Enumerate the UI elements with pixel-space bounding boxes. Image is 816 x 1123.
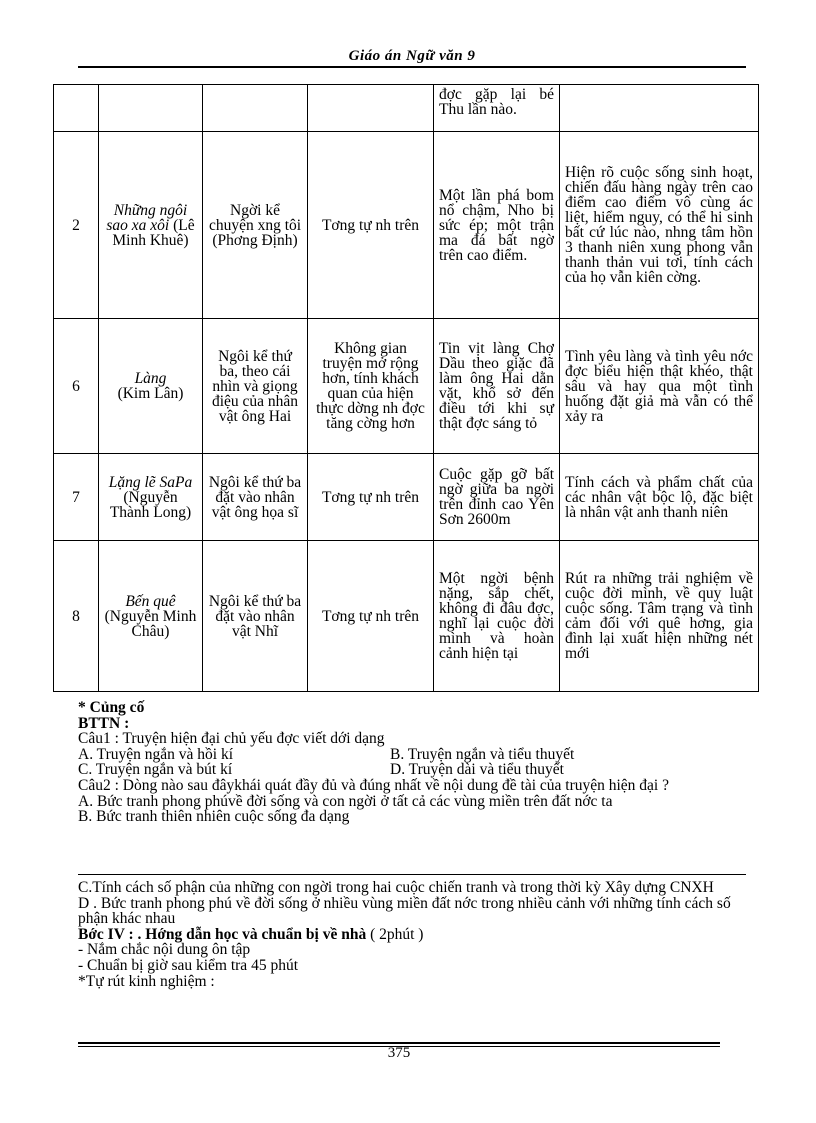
cell-space: Không gian truyện mở rộng hơn, tính khách quan của hiện thực dờng nh đợc tăng cờng hơn (308, 319, 434, 454)
cell-situation: Tin vịt làng Chợ Dầu theo giặc đã làm ông Hai dằn vặt, khổ sở đến điều tới khi sự thật đợc sáng tỏ (434, 319, 560, 454)
cell-no: 7 (54, 454, 99, 541)
divider (78, 874, 746, 875)
cell-space: Tơng tự nh trên (308, 454, 434, 541)
q1-options-cd (78, 762, 746, 778)
homework-duration: ( 2phút ) (366, 925, 424, 943)
review-heading: * Củng cố (78, 699, 145, 716)
cell-no: 8 (54, 541, 99, 692)
table-row (54, 132, 759, 319)
header-rule (78, 66, 746, 68)
review-continued (78, 880, 746, 989)
cell-work (99, 85, 203, 132)
cell-work (99, 541, 203, 692)
cell-narrator (203, 85, 308, 132)
work-title: Lặng lẽ SaPa (108, 473, 193, 491)
cell-work (99, 454, 203, 541)
self-review-note: *Tự rút kinh nghiệm : (78, 972, 215, 990)
cell-situation: đợc gặp lại bé Thu lần nào. (434, 85, 560, 132)
page-header-title: Giáo án Ngữ văn 9 (348, 48, 476, 64)
option-c: C. Truyện ngắn và bút kí (78, 761, 233, 779)
work-author: (Nguyễn Thành Long) (109, 488, 192, 521)
work-author: (Lê Minh Khuê) (112, 216, 195, 249)
cell-space: Tơng tự nh trên (308, 541, 434, 692)
option-a: A. Truyện ngắn và hồi kí (78, 745, 233, 763)
cell-space (308, 85, 434, 132)
cell-narrator: Ngời kể chuyện xng tôi (Phơng Định) (203, 132, 308, 319)
work-author: (Nguyễn Minh Châu) (104, 607, 197, 640)
cell-meaning: Rút ra những trải nghiệm về cuộc đời mình, về quy luật cuộc sống. Tâm trạng và tình cảm đối với quê hơng, gia đình lại xuất hiện những nét mới (560, 541, 759, 692)
cell-situation: Một ngời bệnh nặng, sắp chết, không đi đâu đợc, nghĩ lại cuộc đời mình và hoàn cảnh hiện tại (434, 541, 560, 692)
bttn-heading: BTTN : (78, 714, 130, 732)
cell-no: 6 (54, 319, 99, 454)
table-row (54, 85, 759, 132)
question-2: Câu2 : Dòng nào sau đâykhái quát đầy đủ và đúng nhất về nội dung đề tài của truyện hiện đại ? (78, 776, 669, 794)
cell-meaning: Hiện rõ cuộc sống sinh hoạt, chiến đấu hàng ngày trên cao điểm cao điểm vô cùng ác liệt, hiểm nguy, có thể hi sinh bất cứ lúc nào, nhng tâm hồn 3 thanh niên xung phong vẫn thanh thản vui tơi, tính cách của họ vẫn kiên cờng. (560, 132, 759, 319)
option-d: D. Truyện dài và tiểu thuyết (390, 761, 564, 779)
table-row (54, 319, 759, 454)
work-title: Những ngôi sao xa xôi (106, 201, 188, 234)
cell-no: 2 (54, 132, 99, 319)
homework-heading-line (78, 927, 746, 943)
question-1: Câu1 : Truyện hiện đại chủ yếu đợc viết dới dạng (78, 730, 385, 748)
cell-no (54, 85, 99, 132)
option-b: B. Truyện ngắn và tiểu thuyết (390, 745, 575, 763)
homework-item: - Nắm chắc nội dung ôn tập (78, 941, 251, 959)
work-title: Làng (134, 370, 167, 387)
cell-narrator: Ngôi kể thứ ba đặt vào nhân vật ông họa sĩ (203, 454, 308, 541)
cell-situation: Cuộc gặp gỡ bất ngờ giữa ba ngời trên đỉnh cao Yên Sơn 2600m (434, 454, 560, 541)
work-author: (Kim Lân) (117, 385, 184, 402)
work-title: Bến quê (125, 592, 176, 610)
cell-work (99, 319, 203, 454)
q2-option-d: D . Bức tranh phong phú về đời sống ở nhiều vùng miền đất nớc trong nhiều cảnh với những tính cách số phận khác nhau (78, 894, 731, 928)
cell-meaning (560, 85, 759, 132)
q2-option-a: A. Bức tranh phong phúvề đời sống và con ngời ở tất cả các vùng miền trên đất nớc ta (78, 792, 613, 810)
footer-rule (78, 1042, 720, 1044)
q2-option-b: B. Bức tranh thiên nhiên cuộc sống đa dạng (78, 808, 350, 826)
cell-narrator: Ngôi kể thứ ba đặt vào nhân vật Nhĩ (203, 541, 308, 692)
cell-meaning: Tình yêu làng và tình yêu nớc đợc biểu hiện thật khéo, thật sâu và hay qua một tình huống đặt giả mà vẫn có thể xảy ra (560, 319, 759, 454)
homework-heading: Bớc IV : . Hớng dẫn học và chuẩn bị về nhà (78, 925, 367, 943)
summary-table (53, 84, 759, 692)
q1-options-ab (78, 747, 746, 763)
review-section (78, 700, 746, 825)
table-row (54, 454, 759, 541)
page-number: 375 (387, 1045, 411, 1061)
q2-option-c: C.Tính cách số phận của những con ngời trong hai cuộc chiến tranh và trong thời kỳ Xây dựng CNXH (78, 879, 714, 896)
homework-item: - Chuẩn bị giờ sau kiểm tra 45 phút (78, 956, 298, 974)
cell-work (99, 132, 203, 319)
cell-narrator: Ngôi kể thứ ba, theo cái nhìn và giọng điệu của nhân vật ông Hai (203, 319, 308, 454)
cell-situation: Một lần phá bom nổ chậm, Nho bị sức ép; một trận ma đá bất ngờ trên cao điểm. (434, 132, 560, 319)
cell-meaning: Tính cách và phẩm chất của các nhân vật bộc lộ, đặc biệt là nhân vật anh thanh niên (560, 454, 759, 541)
table-row (54, 541, 759, 692)
cell-space: Tơng tự nh trên (308, 132, 434, 319)
